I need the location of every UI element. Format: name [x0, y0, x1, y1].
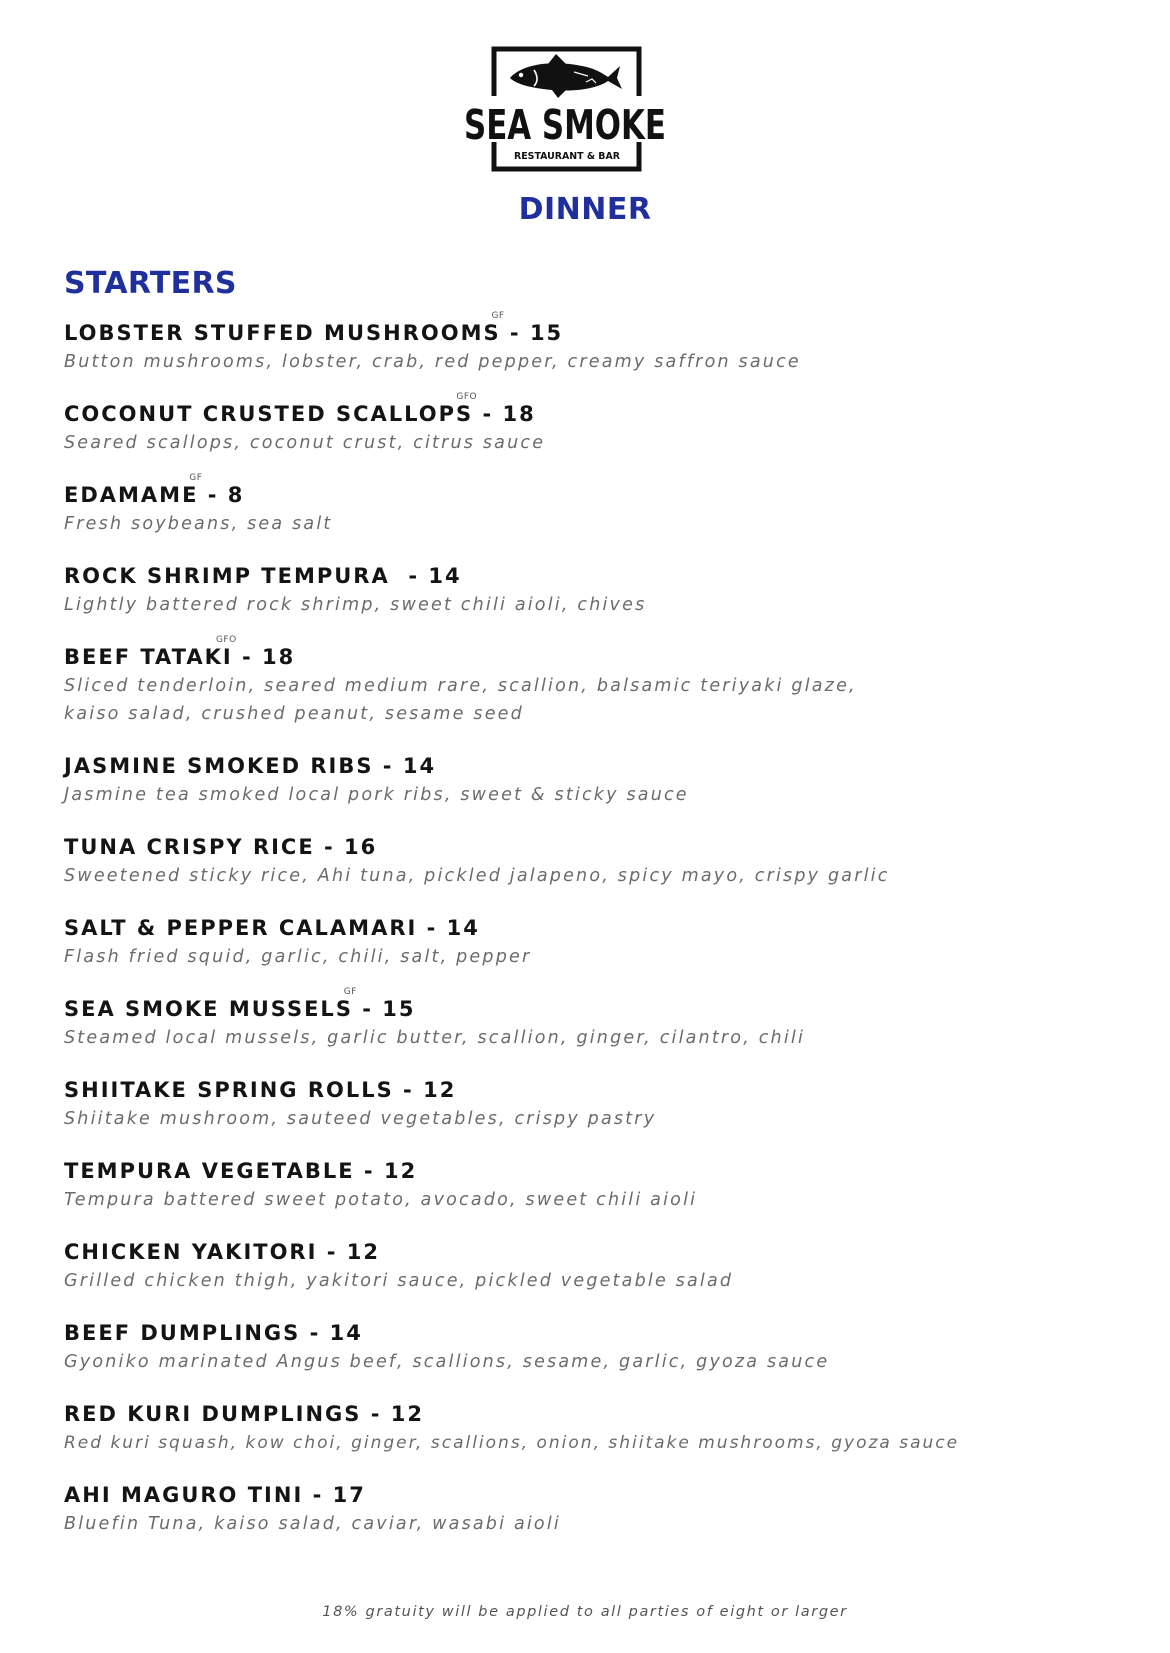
item-price: 12 — [383, 1159, 418, 1183]
item-description: Jasmine tea smoked local pork ribs, sweet & sticky sauce — [64, 785, 689, 805]
section-heading: STARTERS — [64, 266, 237, 301]
item-title-line: SHIITAKE SPRING ROLLS - 12 — [64, 1078, 457, 1102]
item-name: ROCK SHRIMP TEMPURA — [64, 564, 400, 588]
logo-name: SEA SMOKE — [464, 101, 666, 149]
restaurant-logo — [464, 46, 680, 180]
item-title-line: COCONUT CRUSTED SCALLOPS GFO - 18 — [64, 401, 1124, 427]
item-name: COCONUT CRUSTED SCALLOPS GFO — [64, 402, 473, 426]
item-title-line: BEEF DUMPLINGS - 14 — [64, 1321, 363, 1345]
menu-item — [64, 635, 1124, 753]
item-name: SHIITAKE SPRING ROLLS — [64, 1078, 394, 1102]
item-name: BEEF TATAKI GFO — [64, 645, 233, 669]
item-description: Gyoniko marinated Angus beef, scallions, sesame, garlic, gyoza sauce — [64, 1352, 830, 1372]
menu-item — [64, 1077, 1124, 1158]
item-price: 14 — [329, 1321, 363, 1345]
menu-item — [64, 1482, 1124, 1563]
item-title-line: ROCK SHRIMP TEMPURA - 14 — [64, 564, 462, 588]
item-price: 15 — [382, 997, 416, 1021]
diet-tag: GF — [189, 473, 203, 483]
menu-title: DINNER — [518, 192, 652, 227]
menu-item — [64, 834, 1124, 915]
item-description: Shiitake mushroom, sauteed vegetables, crispy pastry — [64, 1109, 657, 1129]
item-price: 18 — [262, 645, 296, 669]
item-price: 15 — [529, 321, 564, 345]
item-price: 8 — [227, 483, 245, 507]
item-description: Lightly battered rock shrimp, sweet chili aioli, chives — [64, 595, 647, 615]
item-name: SEA SMOKE MUSSELS GF — [64, 997, 353, 1021]
logo-tagline: RESTAURANT & BAR — [514, 151, 621, 162]
item-description: Button mushrooms, lobster, crab, red pepper, creamy saffron sauce — [64, 352, 801, 372]
item-title-line: TEMPURA VEGETABLE - 12 — [64, 1159, 418, 1183]
menu-item — [64, 473, 1124, 563]
item-title-line: EDAMAME GF - 8 — [64, 482, 1124, 508]
item-description: Fresh soybeans, sea salt — [64, 514, 333, 534]
menu-item-list — [64, 311, 1124, 1563]
menu-item — [64, 311, 1124, 401]
item-description: Seared scallops, coconut crust, citrus sauce — [64, 433, 546, 453]
item-name: TUNA CRISPY RICE — [64, 835, 315, 859]
menu-item — [64, 392, 1124, 482]
item-name: TEMPURA VEGETABLE — [64, 1159, 355, 1183]
item-price: 12 — [390, 1402, 424, 1426]
item-name: BEEF DUMPLINGS — [64, 1321, 301, 1345]
diet-tag: GF — [343, 987, 357, 997]
item-description: Sliced tenderloin, seared medium rare, scallion, balsamic teriyaki glaze, kaiso salad, crushed peanut, sesame seed — [64, 676, 857, 724]
menu-item — [64, 1401, 1124, 1482]
item-name: CHICKEN YAKITORI — [64, 1240, 318, 1264]
item-price: 17 — [332, 1483, 366, 1507]
menu-item — [64, 1239, 1124, 1320]
item-description: Grilled chicken thigh, yakitori sauce, pickled vegetable salad — [64, 1271, 734, 1291]
tuna-fish-icon — [510, 54, 622, 98]
item-description: Flash fried squid, garlic, chili, salt, pepper — [64, 947, 532, 967]
item-name: LOBSTER STUFFED MUSHROOMS GF — [64, 321, 501, 345]
item-name: AHI MAGURO TINI — [64, 1483, 304, 1507]
item-name: SALT & PEPPER CALAMARI — [64, 916, 418, 940]
item-price: 12 — [346, 1240, 380, 1264]
item-price: 12 — [423, 1078, 457, 1102]
item-title-line: BEEF TATAKI GFO - 18 — [64, 644, 1124, 670]
item-title-line: SEA SMOKE MUSSELS GF - 15 — [64, 996, 1124, 1022]
item-price: 14 — [428, 564, 462, 588]
menu-item — [64, 915, 1124, 996]
item-title-line: TUNA CRISPY RICE - 16 — [64, 835, 378, 859]
item-description: Sweetened sticky rice, Ahi tuna, pickled jalapeno, spicy mayo, crispy garlic — [64, 866, 890, 886]
item-title-line: SALT & PEPPER CALAMARI - 14 — [64, 916, 480, 940]
menu-item — [64, 1158, 1124, 1239]
diet-tag: GFO — [215, 635, 237, 645]
item-description: Steamed local mussels, garlic butter, scallion, ginger, cilantro, chili — [64, 1028, 806, 1048]
menu-item — [64, 753, 1124, 834]
item-title-line: AHI MAGURO TINI - 17 — [64, 1483, 366, 1507]
item-title-line: LOBSTER STUFFED MUSHROOMS GF - 15 — [64, 320, 1124, 346]
item-title-line: JASMINE SMOKED RIBS - 14 — [64, 754, 437, 778]
item-description: Tempura battered sweet potato, avocado, sweet chili aioli — [64, 1190, 698, 1210]
diet-tag: GF — [491, 311, 505, 321]
gratuity-note: 18% gratuity will be applied to all parties of eight or larger — [322, 1604, 848, 1620]
logo-graphic — [464, 46, 680, 180]
item-name: EDAMAME GF — [64, 483, 198, 507]
item-price: 16 — [344, 835, 378, 859]
item-description: Red kuri squash, kow choi, ginger, scallions, onion, shiitake mushrooms, gyoza sauce — [64, 1433, 960, 1453]
item-description: Bluefin Tuna, kaiso salad, caviar, wasabi aioli — [64, 1514, 561, 1534]
menu-item — [64, 987, 1124, 1077]
item-price: 14 — [446, 916, 480, 940]
item-price: 14 — [402, 754, 437, 778]
menu-item — [64, 1320, 1124, 1401]
item-title-line: RED KURI DUMPLINGS - 12 — [64, 1402, 424, 1426]
item-price: 18 — [502, 402, 536, 426]
item-title-line: CHICKEN YAKITORI - 12 — [64, 1240, 380, 1264]
item-name: RED KURI DUMPLINGS — [64, 1402, 362, 1426]
diet-tag: GFO — [456, 392, 478, 402]
item-name: JASMINE SMOKED RIBS — [64, 754, 374, 778]
